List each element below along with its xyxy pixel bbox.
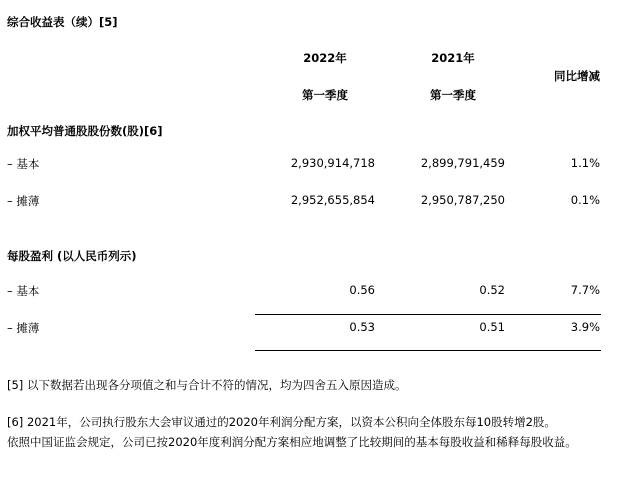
cell-value: 0.56 [349, 283, 375, 297]
row-label: – 摊薄 [7, 321, 40, 335]
cell-change: 3.9% [570, 320, 600, 334]
cell-value: 0.52 [479, 283, 505, 297]
section-weighted-shares-heading: 加权平均普通股股份数(股)[6] [7, 124, 163, 138]
section-eps-heading: 每股盈利 (以人民币列示) [7, 249, 137, 263]
cell-value: 2,899,791,459 [420, 156, 505, 170]
row-label: – 基本 [7, 157, 40, 171]
footnote-6-line1: [6] 2021年，公司执行股东大会审议通过的2020年利润分配方案，以资本公积向全体股东每10股转增2股。 [7, 415, 556, 429]
col-2021-year-header: 2021年 [431, 51, 475, 65]
cell-value: 2,930,914,718 [290, 156, 375, 170]
table-rule-top [255, 314, 601, 315]
cell-change: 1.1% [570, 156, 600, 170]
row-label: – 摊薄 [7, 194, 40, 208]
cell-value: 2,950,787,250 [420, 193, 505, 207]
page-title: 综合收益表（续）[5] [7, 15, 118, 29]
footnote-5: [5] 以下数据若出现各分项值之和与合计不符的情况，均为四舍五入原因造成。 [7, 378, 407, 392]
table-rule-bottom [255, 350, 601, 351]
col-2021-period-header: 第一季度 [430, 88, 476, 102]
row-label: – 基本 [7, 284, 40, 298]
cell-change: 7.7% [570, 283, 600, 297]
cell-change: 0.1% [570, 193, 600, 207]
col-2022-period-header: 第一季度 [302, 88, 348, 102]
footnote-6-line2: 依照中国证监会规定，公司已按2020年度利润分配方案相应地调整了比较期间的基本每股收益和稀释每股收益。 [7, 435, 577, 449]
col-2022-year-header: 2022年 [303, 51, 347, 65]
cell-value: 0.51 [479, 320, 505, 334]
col-change-header: 同比增减 [554, 69, 600, 83]
cell-value: 2,952,655,854 [290, 193, 375, 207]
cell-value: 0.53 [349, 320, 375, 334]
